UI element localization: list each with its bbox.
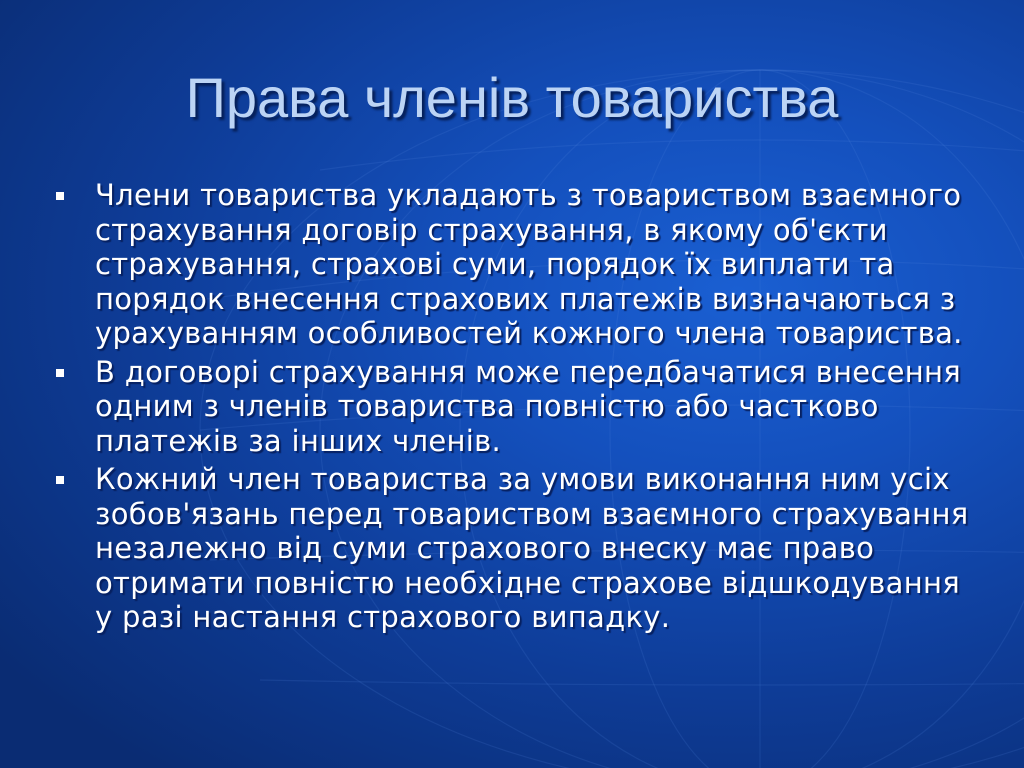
slide-title: Права членів товариства [185,66,839,129]
square-bullet-icon [56,369,64,377]
bullet-item [0,178,1024,351]
square-bullet-icon [56,476,64,484]
bullet-text: Кожний член товариства за умови виконання ним усіх зобов'язань перед товариством взаємного страхування незалежно від суми страхового внеску має право отримати повністю необхідне страхове відшкодування у разі настання страхового випадку. [95,462,969,634]
bullet-item [0,462,1024,635]
bullet-text: Члени товариства укладають з товариством взаємного страхування договір страхування, в якому об'єкти страхування, страхові суми, порядок їх виплати та порядок внесення страхових платежів визначаються з урахуванням особливостей кожного члена товариства. [95,178,963,350]
bullet-list [0,178,1024,639]
bullet-text: В договорі страхування може передбачатися внесення одним з членів товариства повністю або частково платежів за інших членів. [95,354,962,458]
bullet-item [0,355,1024,459]
square-bullet-icon [56,192,64,200]
